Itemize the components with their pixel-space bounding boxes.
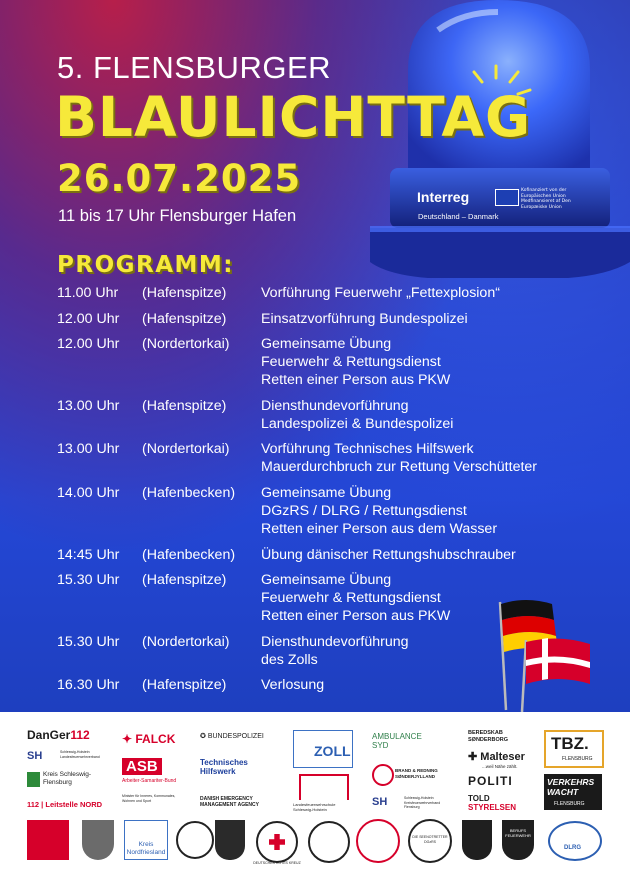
schedule-location: (Hafenspitze) [142,310,227,327]
schedule-description-line: Vorführung Technisches Hilfswerk [261,441,474,458]
schedule-description-line: Diensthundevorführung [261,397,409,414]
ministry-logo: Minister für Inneres, Kommunales, Wohnen und Sport [122,794,176,803]
zoll-logo: ZOLL [293,730,353,768]
schedule-time: 16.30 Uhr [57,677,120,694]
schedule-time: 15.30 Uhr [57,572,120,589]
dgzrs-logo: DIE SEENOTRETTER DGzRS [408,819,452,863]
schedule-time: 12.00 Uhr [57,310,120,327]
schedule-description-line: Vorführung Feuerwehr „Fettexplosion“ [261,285,500,301]
navy-crest-icon [176,821,214,859]
schedule-description [261,284,597,302]
police-crest-icon [82,820,114,860]
tbz-logo: TBZ. FLENSBURG [544,730,604,768]
schedule-description [261,440,597,476]
schedule-location: (Hafenbecken) [142,546,236,563]
schedule-row [57,284,597,302]
interreg-logo [417,187,577,223]
thw-logo: Technisches Hilfswerk [200,758,248,776]
brand-redning-icon [372,764,394,786]
schedule-description-line: Verlosung [261,677,325,694]
sponsor-logos [0,712,630,882]
schedule-location: (Nordertorkai) [142,336,230,353]
schedule-description-line: Feuerwehr & Rettungsdienst [261,590,441,607]
sh-subtitle: Schleswig-Holstein Landesfeuerwehrverband [60,750,100,759]
schedule-description-line: Retten einer Person aus PKW [261,608,451,625]
event-date: 26.07.2025 [57,157,302,200]
interreg-eu-text: Kofinanziert von der Europäischen Union Medfinansieret af Den Europæiske Union [521,188,571,210]
eu-flag-icon [495,189,519,206]
bundespolizei-logo: ✪ BUNDESPOLIZEI [200,733,264,740]
schedule-location: (Nordertorkai) [142,633,230,650]
sh2-logo: SH [372,796,388,808]
schedule-location: (Hafenspitze) [142,677,227,694]
fire-brigade-crest-icon [27,820,69,860]
schedule-time: 12.00 Uhr [57,336,120,353]
lfs-house-icon [299,774,349,800]
ambulance-logo: AMBULANCE SYD [372,732,422,750]
schedule-description-line: Feuerwehr & Rettungsdienst [261,354,441,371]
schedule-description [261,546,597,564]
sh-logo: SH [27,750,43,762]
told-logo: TOLD STYRELSEN [468,794,517,812]
schedule-row [57,310,597,328]
schedule-row [57,397,597,433]
german-danish-flags-icon [486,592,596,712]
schedule-description-line: Landespolizei & Bundespolizei [261,415,454,432]
army-crest-icon [462,820,492,860]
sh2-subtitle: Schleswig-Holstein Kreisfeuerwehrverband Flensburg [404,796,441,809]
youth-fire-crest-icon [356,819,400,863]
schedule-description [261,484,597,538]
dema-logo: DANISH EMERGENCY MANAGEMENT AGENCY [200,796,259,808]
schedule-description [261,335,597,389]
schedule-row [57,484,597,538]
schedule-time: 14:45 Uhr [57,546,120,563]
red-cross-icon [269,834,285,850]
schedule-description [261,310,597,328]
schedule-location: (Hafenbecken) [142,484,236,501]
interreg-subtitle: Deutschland – Danmark [418,212,499,221]
schedule-description-line: Retten einer Person aus PKW [261,372,451,389]
berufsfeuerwehr-logo: BERUFS FEUERWEHR [502,820,534,860]
kreis-nf-logo: Kreis Nordfriesland [124,820,168,860]
edition-title: 5. FLENSBURGER [57,50,332,85]
malteser-subtitle: ...weil Nähe zählt. [482,764,518,769]
schedule-description-line: Gemeinsame Übung [261,572,392,589]
schedule-description [261,397,597,433]
schedule-description-line: Diensthundevorführung [261,633,409,650]
beredskab-logo: BEREDSKAB SØNDERBORG [468,730,509,743]
schedule-description-line: Gemeinsame Übung [261,336,392,353]
danger-logo: DanGer112 [27,728,90,742]
schedule-description-line: Einsatzvorführung Bundespolizei [261,310,468,327]
lfs-logo: Landesfeuerwehrschule Schleswig-Holstein [293,802,336,812]
interreg-name: Interreg [417,189,470,205]
schedule-description-line: des Zolls [261,651,318,668]
schedule-row [57,440,597,476]
drk-logo: DEUTSCHES ROTES KREUZ [256,821,298,863]
brand-redning-logo: BRAND & REDNING SØNDERJYLLAND [395,768,438,779]
schedule-description-line: Retten einer Person aus dem Wasser [261,520,498,537]
schedule-location: (Nordertorkai) [142,441,230,458]
schedule-time: 13.00 Uhr [57,397,120,414]
leitstelle-logo: 112 | Leitstelle NORD [27,800,103,809]
schedule-row [57,546,597,564]
event-title: BLAULICHTTAG [55,85,532,149]
asb-logo: ASB [122,758,162,775]
kreis-sf-crest-icon [27,772,40,787]
kreis-sf-logo: Kreis Schleswig-Flensburg [43,771,92,786]
schedule-location: (Hafenspitze) [142,397,227,414]
schedule-description-line: DGzRS / DLRG / Rettungsdienst [261,502,467,519]
schedule-time: 14.00 Uhr [57,484,120,501]
program-heading: PROGRAMM: [57,252,234,278]
schedule-time: 15.30 Uhr [57,633,120,650]
schedule-description-line: Gemeinsame Übung [261,484,392,501]
verkehrswacht-logo: VERKEHRS WACHT FLENSBURG [544,774,602,810]
rescue-dog-crest-icon [308,821,350,863]
schedule-description-line: Mauerdurchbruch zur Rettung Verschütteter [261,459,538,476]
schedule-description-line: Übung dänischer Rettungshubschrauber [261,546,516,563]
falck-logo: ✦ FALCK [122,732,176,746]
dlrg-logo: DLRG [548,821,602,861]
schedule-time: 11.00 Uhr [57,285,119,301]
asb-subtitle: Arbeiter-Samariter-Bund [122,778,177,784]
schedule-time: 13.00 Uhr [57,441,120,458]
schedule-location: (Hafenspitze) [142,572,227,589]
schedule-row [57,335,597,389]
malteser-logo: ✚ Malteser [468,751,525,763]
fire-department-badge-icon [215,820,245,860]
event-time-place: 11 bis 17 Uhr Flensburger Hafen [58,207,297,225]
politi-logo: POLITI [468,774,513,788]
schedule-location: (Hafenspitze) [142,285,227,301]
